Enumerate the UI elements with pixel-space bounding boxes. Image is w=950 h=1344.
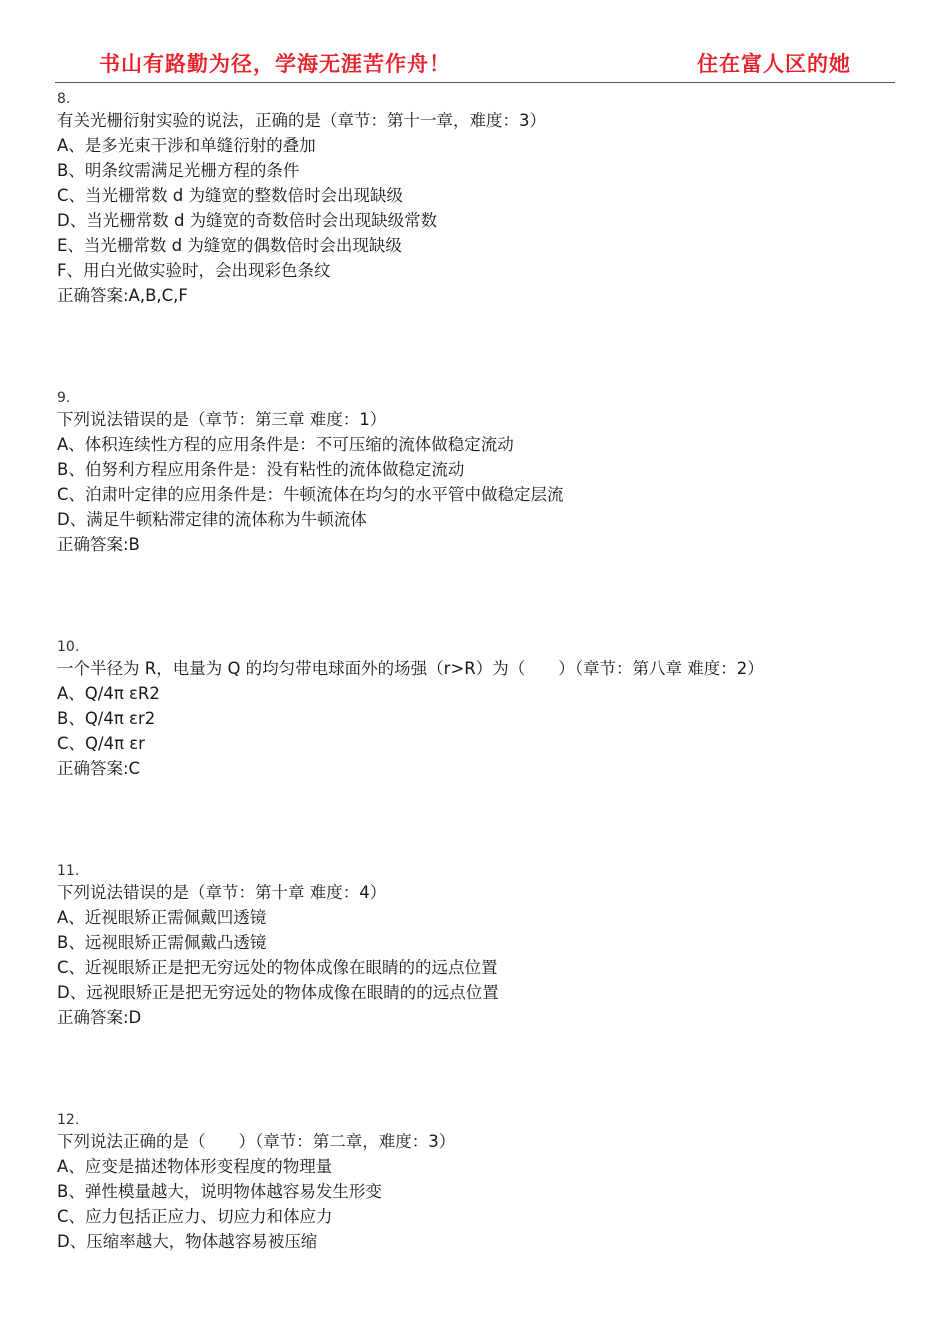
question-8 [57,90,897,308]
option-b: B、伯努利方程应用条件是：没有粘性的流体做稳定流动 [57,460,465,479]
option-c: C、应力包括正应力、切应力和体应力 [57,1207,333,1226]
question-stem: 下列说法错误的是（章节：第十章 难度：4） [57,883,387,902]
option-b: B、远视眼矫正需佩戴凸透镜 [57,933,267,952]
question-11 [57,862,897,1030]
option-d: D、满足牛顿粘滞定律的流体称为牛顿流体 [57,510,367,529]
option-b: B、Q/4π εr2 [57,709,156,728]
option-a: A、应变是描述物体形变程度的物理量 [57,1157,333,1176]
question-number: 8. [57,91,71,107]
option-d: D、远视眼矫正是把无穷远处的物体成像在眼睛的的远点位置 [57,983,499,1002]
question-number: 9. [57,390,71,406]
question-number: 10. [57,639,80,655]
correct-answer: 正确答案:B [57,535,140,554]
correct-answer: 正确答案:D [57,1008,142,1027]
header-motto: 书山有路勤为径，学海无涯苦作舟！ [99,51,451,76]
option-a: A、体积连续性方程的应用条件是：不可压缩的流体做稳定流动 [57,435,514,454]
question-stem: 有关光栅衍射实验的说法，正确的是（章节：第十一章，难度：3） [57,111,546,130]
header-author: 住在富人区的她 [697,51,851,76]
option-c: C、当光栅常数 d 为缝宽的整数倍时会出现缺级 [57,186,403,205]
option-e: E、当光栅常数 d 为缝宽的偶数倍时会出现缺级 [57,236,402,255]
option-c: C、Q/4π εr [57,734,145,753]
question-number: 12. [57,1112,80,1128]
option-a: A、Q/4π εR2 [57,684,160,703]
option-b: B、明条纹需满足光栅方程的条件 [57,161,300,180]
question-stem: 一个半径为 R，电量为 Q 的均匀带电球面外的场强（r>R）为（ ）（章节：第八章 难度：2） [57,659,764,678]
option-a: A、近视眼矫正需佩戴凹透镜 [57,908,267,927]
question-stem: 下列说法错误的是（章节：第三章 难度：1） [57,410,387,429]
option-b: B、弹性模量越大，说明物体越容易发生形变 [57,1182,382,1201]
page-header [55,48,895,83]
question-10 [57,638,897,781]
option-d: D、当光栅常数 d 为缝宽的奇数倍时会出现缺级常数 [57,211,438,230]
question-stem: 下列说法正确的是（ ）（章节：第二章，难度：3） [57,1132,456,1151]
question-12 [57,1111,897,1254]
question-9 [57,389,897,557]
option-d: D、压缩率越大，物体越容易被压缩 [57,1232,318,1251]
question-number: 11. [57,863,80,879]
option-a: A、是多光束干涉和单缝衍射的叠加 [57,136,316,155]
correct-answer: 正确答案:A,B,C,F [57,286,188,305]
option-c: C、近视眼矫正是把无穷远处的物体成像在眼睛的的远点位置 [57,958,498,977]
correct-answer: 正确答案:C [57,759,141,778]
option-c: C、泊肃叶定律的应用条件是：牛顿流体在均匀的水平管中做稳定层流 [57,485,564,504]
option-f: F、用白光做实验时，会出现彩色条纹 [57,261,331,280]
